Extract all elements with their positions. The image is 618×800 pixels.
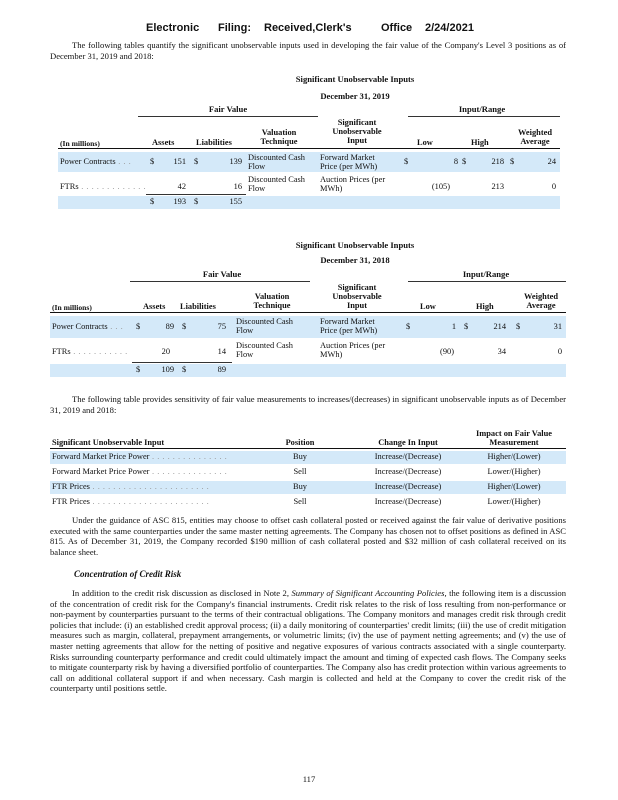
credit-text-rest: , the following item is a discussion of the concentration of credit risk for the Company's financial instruments. Credit risk relates to the risk of loss resulting from non-performance or non-payment by counterparties pursuant to the terms of their contractual obligations. The Company monitors and manages credit risk through credit policies that include: (i) an established credit approval process; (ii) a daily monitoring of counterparties' credit limits; (iii) the use of credit mitigation measures such as margin, collateral, prepayment arrangements, or volumetric limits; (iv) the use of payment netting agreements; and (v) the use of master netting agreements that allow for the netting of positive and negative exposures of various contracts associated with a single counterparty. Risks surrounding counterparty performance and credit could ultimately impact the amount and timing of expected cash flows. The Company seeks to mitigate counterparty risk by having a diversified portfolio of counterparties. The Company also has credit protection within various agreements to call on additional collateral support if and when necessary. Cash margin is collected and held at the Company to cover the credit risk of the counterparty until positions settle. — [50, 588, 566, 694]
col-assets: Assets — [152, 138, 175, 147]
position-value: Buy — [293, 482, 307, 491]
col-liabilities: Liabilities — [196, 138, 232, 147]
col-significant-3: Input — [346, 301, 368, 310]
input-cell — [320, 317, 377, 336]
col-significant-1: Significant — [337, 283, 377, 292]
technique-line: Discounted Cash — [248, 175, 305, 184]
table-row — [50, 316, 566, 338]
intro-paragraph: The following tables quantify the significant unobservable inputs used in developing the fair value of the Company's Level 3 positions as of December 31, 2019 and 2018: — [50, 40, 566, 61]
row-label: FTR Prices — [52, 482, 90, 491]
dollar-sign: $ — [510, 157, 515, 166]
technique-line: Flow — [236, 350, 254, 360]
col-assets: Assets — [143, 302, 166, 311]
input-line: Price (per MWh) — [320, 326, 378, 336]
table-row — [58, 152, 560, 172]
fair-value-underline — [138, 116, 318, 117]
table-row — [50, 496, 566, 509]
col-high: High — [476, 302, 494, 311]
col-impact-1: Impact on Fair Value — [476, 429, 552, 438]
average-value: 31 — [553, 322, 562, 331]
dollar-sign: $ — [462, 157, 467, 166]
credit-risk-paragraph — [50, 588, 566, 694]
input-range-underline — [408, 116, 560, 117]
position-value: Buy — [293, 452, 307, 461]
col-significant-1: Significant — [337, 118, 377, 127]
col-low: Low — [420, 302, 436, 311]
header-filing: Filing: — [218, 22, 251, 34]
sensitivity-table — [50, 428, 566, 512]
low-value: 8 — [453, 157, 458, 166]
assets-value: 151 — [173, 157, 186, 166]
technique-line: Flow — [248, 184, 266, 194]
row-label: Power Contracts — [52, 322, 108, 331]
filing-header — [0, 22, 618, 36]
header-date: 2/24/2021 — [425, 22, 474, 34]
technique-line: Discounted Cash — [248, 153, 305, 162]
row-label: FTRs — [52, 347, 71, 356]
technique-line: Discounted Cash — [236, 341, 293, 350]
total-liabilities: 89 — [217, 365, 226, 374]
table-title: Significant Unobservable Inputs — [295, 240, 415, 250]
input-line: Auction Prices (per — [320, 175, 386, 184]
low-value: (90) — [440, 347, 454, 356]
table-row — [50, 466, 566, 479]
col-millions: (In millions) — [60, 139, 100, 148]
assets-value: 42 — [177, 182, 186, 191]
row-label: FTR Prices — [52, 497, 90, 506]
total-row — [50, 364, 566, 377]
col-low: Low — [417, 138, 433, 147]
high-value: 213 — [491, 182, 504, 191]
sensitivity-intro: The following table provides sensitivity of fair value measurements to increases/(decreases) in significant unobservable inputs as of December 31, 2019 and 2018: — [50, 394, 566, 415]
leader-dots: . . . . . . . . . . . . . . . . . . . . . . . — [89, 482, 210, 491]
table-2018 — [50, 240, 566, 376]
total-rule — [132, 362, 232, 363]
row-label: Forward Market Price Power — [52, 452, 150, 461]
header-received: Received,Clerk's — [264, 22, 352, 34]
input-range-header: Input/Range — [458, 104, 506, 114]
table-2019 — [58, 74, 560, 214]
technique-cell — [248, 153, 305, 172]
header-office: Office — [381, 22, 413, 34]
total-rule — [146, 194, 246, 195]
leader-dots: . . . . . . . . . . . . . . . . . . . . . . . — [89, 497, 210, 506]
input-line: MWh) — [320, 350, 343, 360]
input-range-underline — [408, 281, 566, 282]
low-value: (105) — [431, 182, 450, 191]
low-value: 1 — [451, 322, 456, 331]
average-value: 0 — [557, 347, 562, 356]
row-label: FTRs — [60, 182, 79, 191]
high-value: 34 — [497, 347, 506, 356]
col-weighted-2: Average — [520, 137, 550, 146]
dollar-sign: $ — [182, 322, 187, 331]
col-weighted-2: Average — [526, 301, 556, 310]
note-reference: Summary of Significant Accounting Policies — [291, 588, 445, 598]
fair-value-header: Fair Value — [202, 269, 242, 279]
input-line: Price (per MWh) — [320, 162, 378, 172]
table-row — [58, 174, 560, 194]
impact-value: Lower/(Higher) — [487, 497, 541, 506]
average-value: 24 — [547, 157, 556, 166]
leader-dots: . . . . . . . . . . . . . — [78, 182, 147, 191]
total-assets: 109 — [161, 365, 174, 374]
table-row — [50, 340, 566, 362]
dollar-sign: $ — [194, 197, 199, 206]
input-line: Auction Prices (per — [320, 341, 386, 350]
dollar-sign: $ — [464, 322, 469, 331]
technique-line: Discounted Cash — [236, 317, 293, 326]
dollar-sign: $ — [136, 322, 141, 331]
fair-value-underline — [130, 281, 310, 282]
col-liabilities: Liabilities — [180, 302, 216, 311]
leader-dots: . . . . . . . . . . . — [70, 347, 128, 356]
high-value: 214 — [493, 322, 506, 331]
assets-value: 20 — [161, 347, 170, 356]
position-value: Sell — [293, 497, 307, 506]
col-weighted-1: Weighted — [524, 292, 558, 301]
credit-text-start: In addition to the credit risk discussion as disclosed in Note 2, — [72, 588, 292, 598]
header-rule — [50, 312, 566, 313]
assets-value: 89 — [165, 322, 174, 331]
dollar-sign: $ — [150, 197, 155, 206]
liabilities-value: 14 — [217, 347, 226, 356]
dollar-sign: $ — [182, 365, 187, 374]
col-millions: (In millions) — [52, 303, 92, 312]
liabilities-value: 139 — [229, 157, 242, 166]
col-input: Significant Unobservable Input — [52, 438, 165, 447]
change-value: Increase/(Decrease) — [374, 467, 442, 476]
col-valuation-2: Technique — [253, 301, 291, 310]
average-value: 0 — [551, 182, 556, 191]
section-heading: Concentration of Credit Risk — [74, 569, 182, 579]
table-row — [50, 451, 566, 464]
col-change: Change In Input — [378, 438, 438, 447]
col-significant-2: Unobservable — [332, 127, 382, 136]
leader-dots: . . . . . . . . . . . . . . . — [149, 452, 228, 461]
input-line: Forward Market — [320, 317, 375, 326]
impact-value: Higher/(Lower) — [487, 482, 541, 491]
col-significant-3: Input — [346, 136, 368, 145]
input-line: Forward Market — [320, 153, 375, 162]
input-cell — [320, 175, 385, 194]
table-date: December 31, 2019 — [320, 91, 390, 101]
row-label: Forward Market Price Power — [52, 467, 150, 476]
technique-cell — [248, 175, 305, 194]
dollar-sign: $ — [150, 157, 155, 166]
high-value: 218 — [491, 157, 504, 166]
header-rule — [50, 448, 566, 449]
impact-value: Lower/(Higher) — [487, 467, 541, 476]
col-impact-2: Measurement — [489, 438, 539, 447]
change-value: Increase/(Decrease) — [374, 452, 442, 461]
total-assets: 193 — [173, 197, 186, 206]
col-valuation-1: Valuation — [261, 128, 297, 137]
table-row — [50, 481, 566, 494]
dollar-sign: $ — [404, 157, 409, 166]
header-electronic: Electronic — [146, 22, 200, 34]
table-title: Significant Unobservable Inputs — [295, 74, 415, 84]
position-value: Sell — [293, 467, 307, 476]
col-valuation-2: Technique — [260, 137, 298, 146]
leader-dots: . . . . . . . . . . . . . . . — [149, 467, 228, 476]
row-label: Power Contracts — [60, 157, 116, 166]
col-significant-2: Unobservable — [332, 292, 382, 301]
col-weighted-1: Weighted — [518, 128, 552, 137]
dollar-sign: $ — [136, 365, 141, 374]
col-position: Position — [285, 438, 315, 447]
technique-cell — [236, 341, 293, 360]
col-high: High — [471, 138, 489, 147]
fair-value-header: Fair Value — [208, 104, 248, 114]
col-valuation-1: Valuation — [254, 292, 290, 301]
leader-dots: . . . — [107, 322, 124, 331]
table-date: December 31, 2018 — [320, 255, 390, 265]
dollar-sign: $ — [194, 157, 199, 166]
dollar-sign: $ — [516, 322, 521, 331]
impact-value: Higher/(Lower) — [487, 452, 541, 461]
change-value: Increase/(Decrease) — [374, 497, 442, 506]
input-line: MWh) — [320, 184, 343, 194]
change-value: Increase/(Decrease) — [374, 482, 442, 491]
liabilities-value: 75 — [217, 322, 226, 331]
dollar-sign: $ — [406, 322, 411, 331]
leader-dots: . . . — [115, 157, 132, 166]
header-rule — [58, 148, 560, 149]
technique-line: Flow — [248, 162, 266, 172]
page-number: 117 — [302, 774, 316, 784]
liabilities-value: 16 — [233, 182, 242, 191]
asc-paragraph: Under the guidance of ASC 815, entities may choose to offset cash collateral posted or received against the fair value of derivative positions executed with the same counterparties under the same master netting agreements. The Company has chosen not to offset positions as defined in ASC 815. As of December 31, 2019, the Company recorded $190 million of cash collateral posted and $32 million of cash collateral received on its balance sheet. — [50, 515, 566, 557]
input-range-header: Input/Range — [462, 269, 510, 279]
input-cell — [320, 341, 385, 360]
technique-line: Flow — [236, 326, 254, 336]
total-row — [58, 196, 560, 209]
technique-cell — [236, 317, 293, 336]
total-liabilities: 155 — [229, 197, 242, 206]
input-cell — [320, 153, 377, 172]
